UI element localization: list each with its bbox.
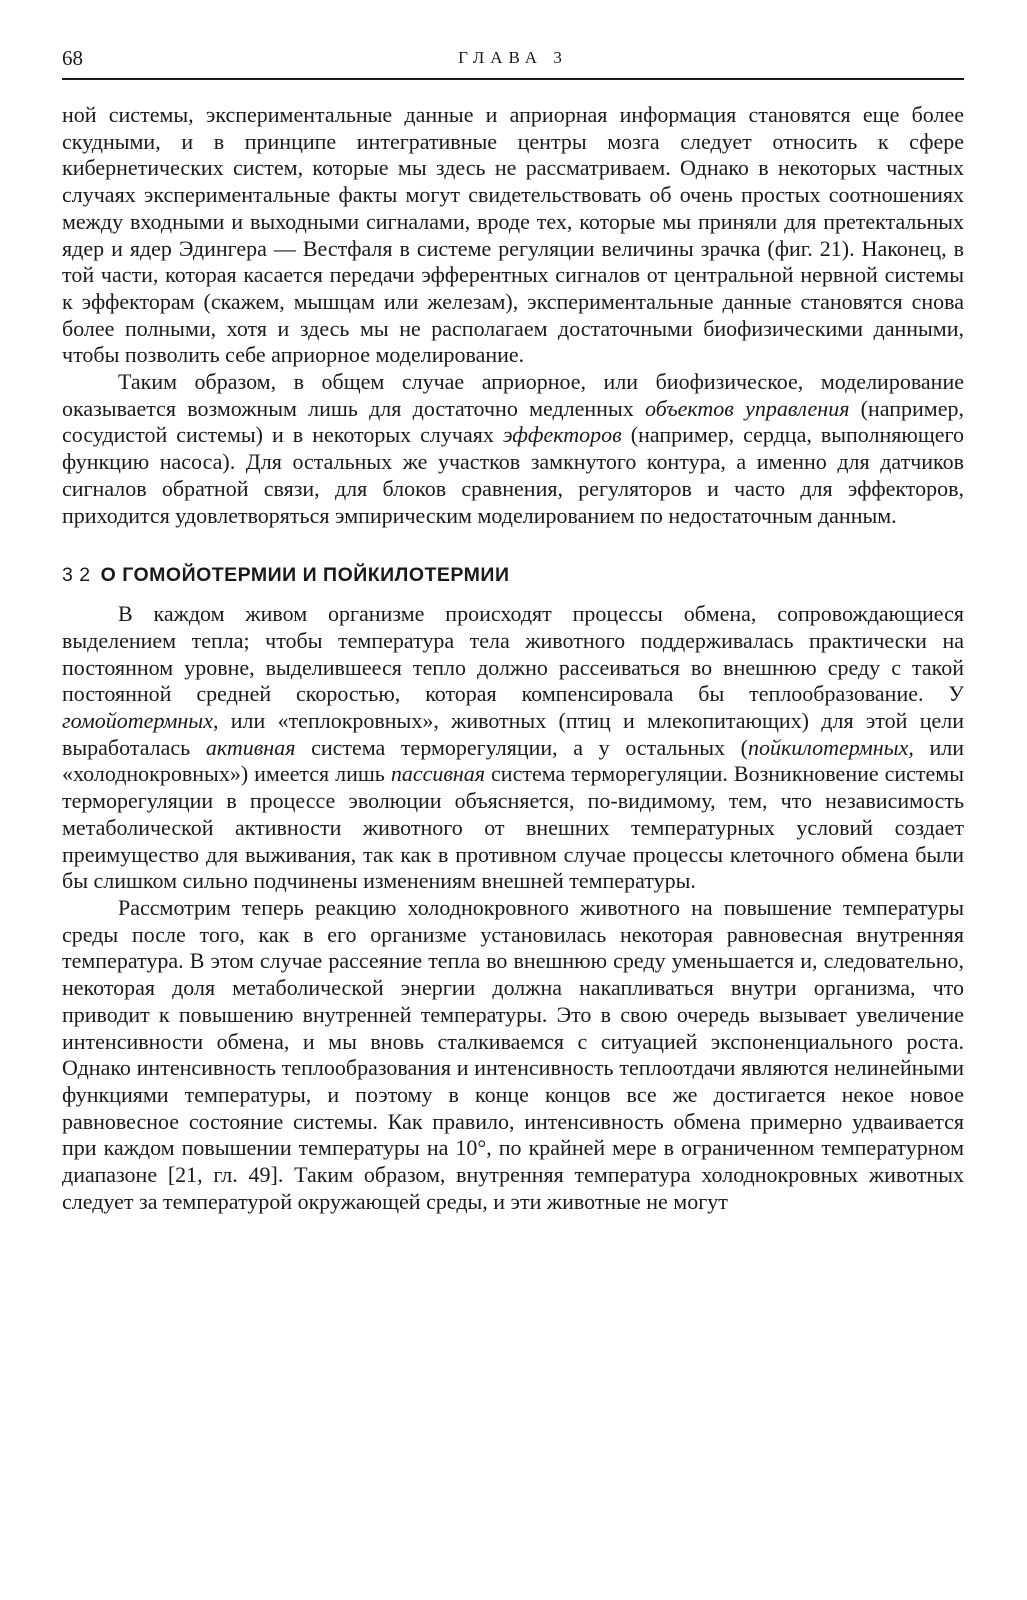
top-paragraphs xyxy=(62,102,964,529)
chapter-label: ГЛАВА 3 xyxy=(458,48,568,67)
text-run: система терморегуляции, а у остальных ( xyxy=(295,734,748,760)
italic-run: пойкилотермных, xyxy=(748,734,914,760)
bottom-paragraphs xyxy=(62,601,964,1215)
italic-run: эффекторов xyxy=(502,422,622,448)
italic-run: объектов управления xyxy=(644,395,850,421)
page-body xyxy=(62,102,964,1215)
paragraph xyxy=(62,601,964,895)
text-run: или «холоднокровных») имеется лишь xyxy=(62,734,964,787)
italic-run: гомойотермных xyxy=(62,708,213,734)
text-run: , или «теплокровных», животных (птиц и млекопитающих) для этой цели выработалась xyxy=(62,708,964,760)
text-run: Рассмотрим теперь реакцию холоднокровного животного на повышение температуры среды после того, как в его организме установилась некоторая равновесная внутренняя температура. В этом случае рассеяние тепла во внешнюю среду уменьшается и, следовательно, некоторая доля метаболической энергии должна накапливаться внутри организма, что приводит к повышению внутренней температуры. Это в свою очередь вызывает увеличение интенсивности обмена, и мы вновь сталкиваемся с ситуацией экспоненциального роста. Однако интенсивность теплообразования и интенсивность теплоотдачи являются нелинейными функциями температуры, и поэтому в конце концов все же достигается некое новое равновесное состояние системы. Как правило, интенсивность обмена примерно удваивается при каждом повышении температуры на 10°, по крайней мере в ограниченном температурном диапазоне [21, гл. 49]. Таким образом, внутренняя температура холоднокровных животных следует за температурой окружающей среды, и эти животные не могут xyxy=(62,894,964,1214)
paragraph xyxy=(62,102,964,369)
section-heading xyxy=(62,564,964,587)
page-number: 68 xyxy=(62,46,83,70)
text-run: В каждом живом организме происходят процессы обмена, сопровождающиеся выделением тепла; чтобы температура тела животного поддерживалась практически на постоянном уровне, выделившееся тепло должно рассеиваться во внешнюю среду с такой постоянной средней скоростью, которая компенсировала бы теплообразование. У xyxy=(62,601,964,707)
italic-run: пассивная xyxy=(390,761,486,787)
section-number: 3 2 xyxy=(62,564,91,587)
running-head xyxy=(62,40,964,80)
text-run: ной системы, экспериментальные данные и априорная информация становятся еще более скудными, и в принципе интегративные центры мозга следует относить к сфере кибернетических систем, которые мы здесь не рассматриваем. Однако в некоторых частных случаях экспериментальные факты могут свидетельствовать об очень простых соотношениях между входными и выходными сигналами, вроде тех, которые мы приняли для претектальных ядер и ядер Эдингера — Вестфаля в системе регуляции величины зрачка (фиг. 21). Наконец, в той части, которая касается передачи эфферентных сигналов от центральной нервной системы к эффекторам (скажем, мышцам или железам), экспериментальные данные становятся снова более полными, хотя и здесь мы не располагаем достаточными биофизическими данными, чтобы позволить себе априорное моделирование. xyxy=(62,102,964,368)
text-run: Таким образом, в общем случае априорное, или биофизическое, моделирование оказывается возможным лишь для достаточно медленных xyxy=(62,369,964,421)
text-run: система терморегуляции. Возникновение системы терморегуляции в процессе эволюции объясняется, по-видимому, тем, что независимость метаболической активности животного от внешних температурных условий создает преимущество для выживания, так как в противном случае процессы клеточного обмена были бы слишком сильно подчинены изменениям внешней температуры. xyxy=(62,761,964,894)
book-page xyxy=(62,40,964,1215)
paragraph xyxy=(62,369,964,529)
text-run: (например, сердца, выполняющего функцию насоса). Для остальных же участков замкнутого контура, а именно для датчиков сигналов обратной связи, для блоков сравнения, регуляторов и часто для эффекторов, приходится удовлетворяться эмпирическим моделированием по недостаточным данным. xyxy=(62,422,964,528)
italic-run: активная xyxy=(205,734,296,760)
text-run: (например, сосудистой системы) и в некоторых случаях xyxy=(62,395,964,448)
section-title: О ГОМОЙОТЕРМИИ И ПОЙКИЛОТЕРМИИ xyxy=(100,564,510,587)
paragraph xyxy=(62,895,964,1215)
